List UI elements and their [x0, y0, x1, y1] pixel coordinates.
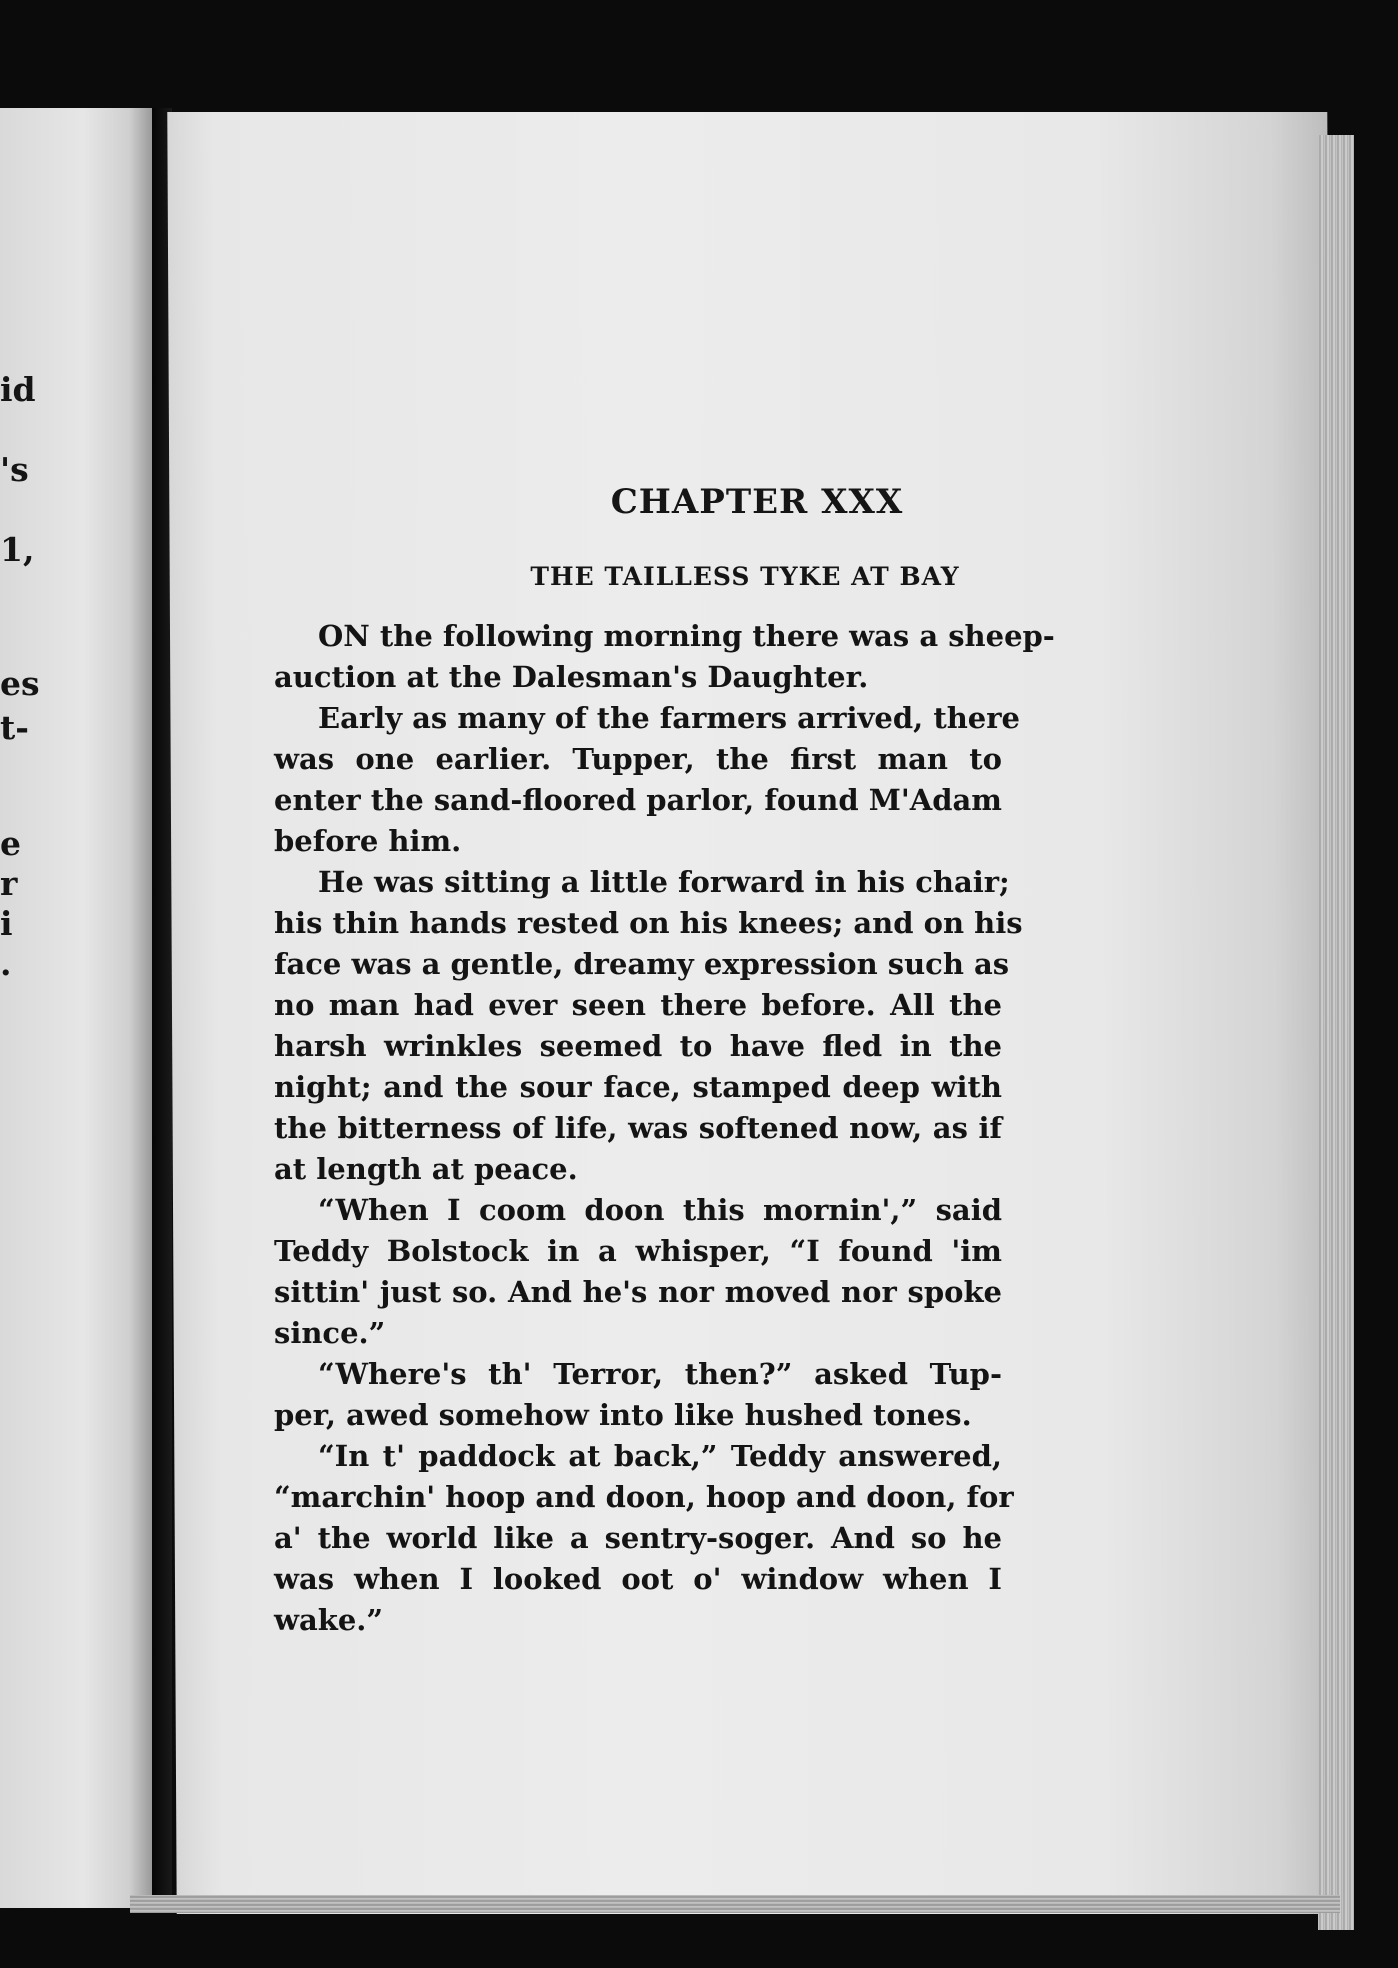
- text-line: no man had ever seen there before. All the: [274, 988, 1002, 1022]
- text-line: before him.: [274, 824, 462, 858]
- text-line: auction at the Dalesman's Daughter.: [274, 660, 869, 694]
- left-facing-page: [0, 108, 152, 1908]
- left-page-fragment: 's: [0, 450, 29, 489]
- text-line: ON the following morning there was a sheep-: [318, 619, 1055, 653]
- text-line: night; and the sour face, stamped deep with: [274, 1070, 1002, 1104]
- text-line: “Where's th' Terror, then?” asked Tup-: [318, 1357, 1002, 1391]
- text-line: Teddy Bolstock in a whisper, “I found 'im: [274, 1234, 1002, 1268]
- text-line: a' the world like a sentry-soger. And so he: [274, 1521, 1002, 1555]
- left-page-fragment: es: [0, 664, 40, 703]
- text-line: He was sitting a little forward in his chair;: [318, 865, 1010, 899]
- page-edges: [1318, 135, 1354, 1930]
- text-line: “marchin' hoop and doon, hoop and doon, for: [274, 1480, 1014, 1514]
- text-line: enter the sand-floored parlor, found M'Adam: [274, 783, 1002, 817]
- text-line: Early as many of the farmers arrived, there: [318, 701, 1020, 735]
- bottom-page-edges: [130, 1895, 1340, 1913]
- text-line: “In t' paddock at back,” Teddy answered,: [318, 1439, 1002, 1473]
- text-line: per, awed somehow into like hushed tones.: [274, 1398, 972, 1432]
- text-line: “When I coom doon this mornin',” said: [318, 1193, 1002, 1227]
- text-line: the bitterness of life, was softened now, as if: [274, 1111, 1002, 1145]
- left-page-fragment: .: [0, 944, 12, 983]
- left-page-fragment: t-: [0, 708, 29, 747]
- text-line: his thin hands rested on his knees; and on his: [274, 906, 1023, 940]
- text-line: at length at peace.: [274, 1152, 578, 1186]
- text-line: sittin' just so. And he's nor moved nor spoke: [274, 1275, 1002, 1309]
- left-page-fragment: 1,: [0, 530, 35, 569]
- text-line: was when I looked oot o' window when I: [274, 1562, 1002, 1596]
- text-line: was one earlier. Tupper, the first man to: [274, 742, 1002, 776]
- left-page-fragment: e: [0, 824, 21, 863]
- chapter-body: [274, 616, 1055, 1641]
- left-page-fragment: id: [0, 370, 36, 409]
- left-page-fragment: i: [0, 904, 13, 943]
- text-line: since.”: [274, 1316, 386, 1350]
- left-page-fragment: r: [0, 864, 18, 903]
- chapter-subtitle: THE TAILLESS TYKE AT BAY: [530, 562, 960, 591]
- text-line: face was a gentle, dreamy expression such as: [274, 947, 1010, 981]
- text-line: wake.”: [274, 1603, 384, 1637]
- chapter-title: CHAPTER XXX: [610, 482, 904, 522]
- text-line: harsh wrinkles seemed to have fled in the: [274, 1029, 1002, 1063]
